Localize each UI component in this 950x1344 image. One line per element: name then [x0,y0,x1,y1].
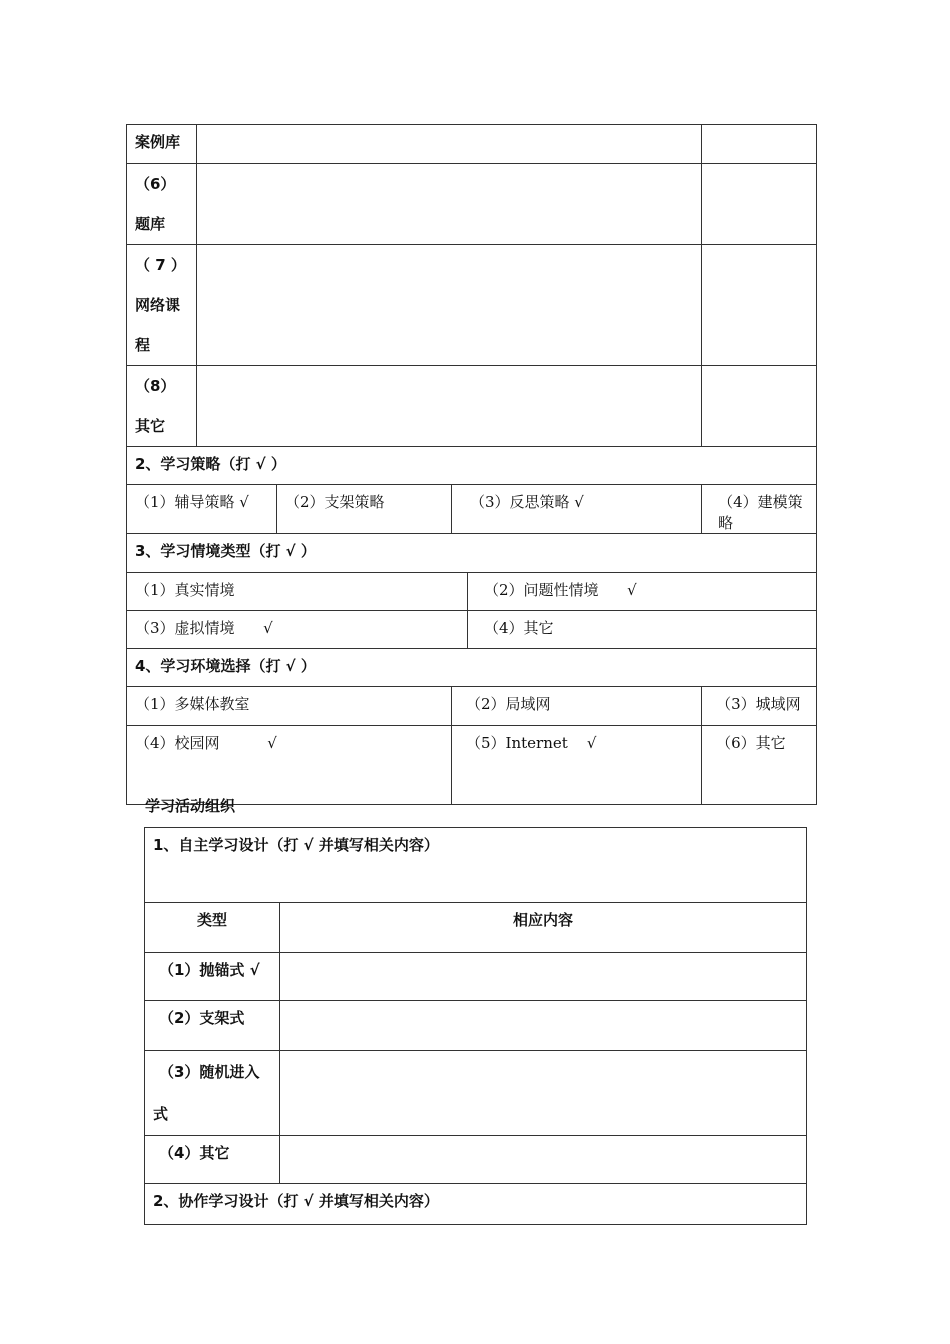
row-environment-options-2 [127,726,817,805]
case-library-label: 案例库 [127,125,197,164]
content-other[interactable] [280,1136,807,1184]
coop-study-title: 2、协作学习设计（打 √ 并填写相关内容） [145,1184,807,1225]
situation-option-2[interactable]: （2）问题性情境 √ [468,573,817,611]
online-course-content[interactable] [197,245,702,366]
environment-option-4[interactable]: （4）校园网 √ [127,726,452,805]
content-random-access[interactable] [280,1051,807,1136]
row-other-type [145,1136,807,1184]
strategy-option-3[interactable]: （3）反思策略 √ [452,485,702,534]
learning-activity-table [144,827,807,1225]
row-self-study-title [145,828,807,903]
other-resource-number: （8） [135,377,176,395]
question-bank-note[interactable] [702,164,817,245]
row-strategy-options [127,485,817,534]
question-bank-label [127,164,197,245]
column-header-type: 类型 [145,903,280,953]
column-header-content: 相应内容 [280,903,807,953]
strategy-option-1[interactable]: （1）辅导策略 √ [127,485,277,534]
case-library-note[interactable] [702,125,817,164]
online-course-text-1: 网络课 [135,296,181,314]
self-study-title: 1、自主学习设计（打 √ 并填写相关内容） [145,828,807,903]
row-environment-options-1 [127,687,817,726]
row-strategy-title [127,447,817,485]
question-bank-number: （6） [135,175,176,193]
type-anchored[interactable]: （1）抛锚式 √ [145,953,280,1001]
online-course-text-2: 程 [135,336,151,354]
environment-option-3[interactable]: （3）城域网 [702,687,817,726]
environment-option-5[interactable]: （5）Internet √ [452,726,702,805]
content-anchored[interactable] [280,953,807,1001]
type-scaffold[interactable]: （2）支架式 [145,1001,280,1051]
type-random-access-line-1: （3）随机进入 [159,1063,260,1081]
row-column-headers [145,903,807,953]
row-situation-title [127,534,817,573]
environment-option-2[interactable]: （2）局域网 [452,687,702,726]
row-coop-title [145,1184,807,1225]
content-scaffold[interactable] [280,1001,807,1051]
other-resource-note[interactable] [702,366,817,447]
situation-option-4[interactable]: （4）其它 [468,611,817,649]
other-resource-label [127,366,197,447]
row-question-bank [127,164,817,245]
strategy-title: 2、学习策略（打 √ ） [127,447,817,485]
environment-option-6[interactable]: （6）其它 [702,726,817,805]
other-resource-content[interactable] [197,366,702,447]
online-course-note[interactable] [702,245,817,366]
strategy-option-4[interactable]: （4）建模策略 [702,485,817,534]
type-random-access[interactable] [145,1051,280,1136]
strategy-option-2[interactable]: （2）支架策略 [277,485,452,534]
environment-option-1[interactable]: （1）多媒体教室 [127,687,452,726]
online-course-number: （ 7 ） [135,256,186,274]
situation-title: 3、学习情境类型（打 √ ） [127,534,817,573]
row-situation-options-1 [127,573,817,611]
type-other[interactable]: （4）其它 [145,1136,280,1184]
row-situation-options-2 [127,611,817,649]
situation-option-3[interactable]: （3）虚拟情境 √ [127,611,468,649]
other-resource-text: 其它 [135,417,166,435]
row-random-access [145,1051,807,1136]
learning-activity-heading: 学习活动组织 [145,797,236,815]
environment-title: 4、学习环境选择（打 √ ） [127,649,817,687]
row-scaffold [145,1001,807,1051]
type-random-access-line-2: 式 [153,1105,169,1123]
row-environment-title [127,649,817,687]
question-bank-content[interactable] [197,164,702,245]
question-bank-text: 题库 [135,215,166,233]
case-library-content[interactable] [197,125,702,164]
online-course-label [127,245,197,366]
row-case-library [127,125,817,164]
situation-option-1[interactable]: （1）真实情境 [127,573,468,611]
row-online-course [127,245,817,366]
row-other-resource [127,366,817,447]
row-anchored [145,953,807,1001]
resources-table [126,124,817,805]
